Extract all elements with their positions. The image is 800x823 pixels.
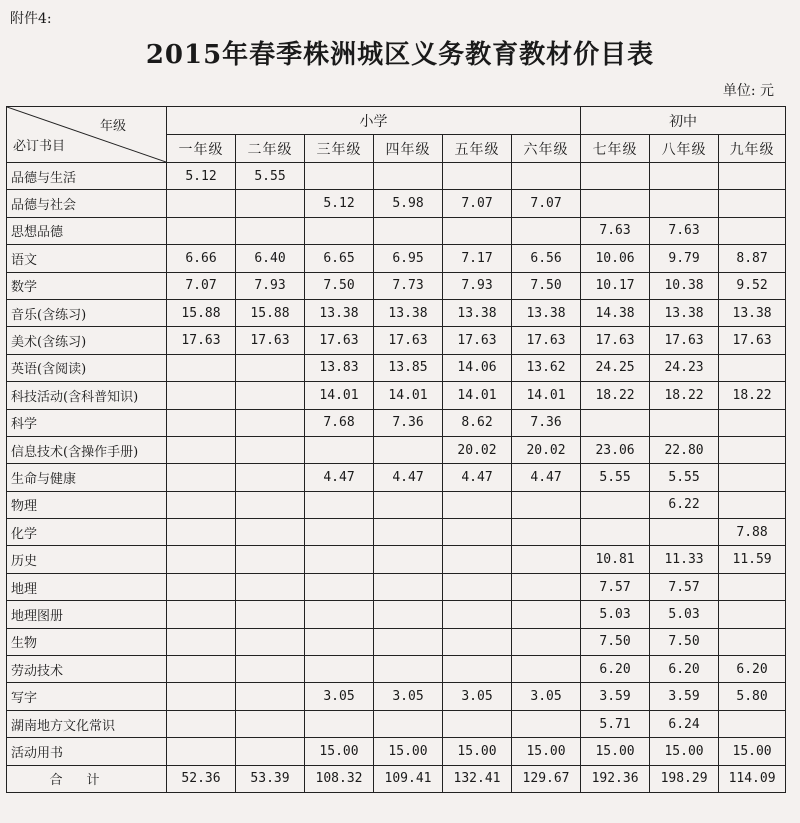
price-cell: 13.85 <box>374 354 443 381</box>
price-cell: 15.00 <box>650 738 719 765</box>
price-cell: 5.55 <box>650 464 719 491</box>
book-name: 音乐(含练习) <box>7 299 167 326</box>
price-cell <box>512 217 581 244</box>
price-cell <box>719 409 786 436</box>
price-cell <box>443 656 512 683</box>
price-cell <box>236 491 305 518</box>
price-cell <box>305 546 374 573</box>
price-cell <box>236 710 305 737</box>
price-cell <box>374 546 443 573</box>
price-cell: 7.63 <box>650 217 719 244</box>
price-cell: 6.65 <box>305 245 374 272</box>
price-cell <box>374 628 443 655</box>
total-label: 合计 <box>7 765 167 792</box>
price-cell <box>650 409 719 436</box>
price-cell <box>236 656 305 683</box>
price-cell: 11.59 <box>719 546 786 573</box>
price-cell: 18.22 <box>581 382 650 409</box>
price-cell <box>374 656 443 683</box>
price-cell <box>719 354 786 381</box>
table-row <box>7 382 786 409</box>
price-cell <box>167 436 236 463</box>
price-cell <box>512 491 581 518</box>
price-cell <box>374 573 443 600</box>
price-cell: 6.24 <box>650 710 719 737</box>
price-cell <box>581 491 650 518</box>
price-cell <box>581 409 650 436</box>
price-cell <box>236 519 305 546</box>
price-cell <box>512 546 581 573</box>
table-row <box>7 738 786 765</box>
price-cell <box>236 190 305 217</box>
price-cell: 10.38 <box>650 272 719 299</box>
price-cell: 7.93 <box>236 272 305 299</box>
price-cell <box>719 491 786 518</box>
book-name: 英语(含阅读) <box>7 354 167 381</box>
price-cell: 17.63 <box>167 327 236 354</box>
price-cell <box>719 601 786 628</box>
table-row <box>7 409 786 436</box>
price-cell: 10.81 <box>581 546 650 573</box>
price-cell <box>167 710 236 737</box>
grade-header: 六年级 <box>512 135 581 163</box>
unit-label: 单位: 元 <box>722 83 774 99</box>
price-cell: 14.01 <box>512 382 581 409</box>
price-cell: 20.02 <box>512 436 581 463</box>
price-cell: 24.23 <box>650 354 719 381</box>
price-cell: 7.07 <box>512 190 581 217</box>
price-cell: 9.79 <box>650 245 719 272</box>
table-row <box>7 656 786 683</box>
price-cell: 17.63 <box>305 327 374 354</box>
price-cell: 6.20 <box>719 656 786 683</box>
price-cell <box>443 163 512 190</box>
price-cell <box>236 464 305 491</box>
price-cell <box>374 491 443 518</box>
price-cell <box>305 163 374 190</box>
book-name: 劳动技术 <box>7 656 167 683</box>
price-cell: 13.38 <box>512 299 581 326</box>
price-cell: 6.40 <box>236 245 305 272</box>
price-cell: 7.57 <box>650 573 719 600</box>
price-cell <box>512 710 581 737</box>
price-cell: 15.00 <box>719 738 786 765</box>
price-cell <box>305 710 374 737</box>
price-cell: 3.59 <box>581 683 650 710</box>
price-cell: 7.50 <box>305 272 374 299</box>
price-cell <box>443 601 512 628</box>
grade-header: 一年级 <box>167 135 236 163</box>
price-cell: 7.68 <box>305 409 374 436</box>
price-cell: 5.03 <box>581 601 650 628</box>
book-name: 地理图册 <box>7 601 167 628</box>
book-name: 历史 <box>7 546 167 573</box>
price-cell: 15.00 <box>581 738 650 765</box>
book-name: 语文 <box>7 245 167 272</box>
price-cell: 9.52 <box>719 272 786 299</box>
price-cell: 18.22 <box>650 382 719 409</box>
price-cell: 3.05 <box>374 683 443 710</box>
table-row <box>7 710 786 737</box>
table-row <box>7 245 786 272</box>
grade-header: 七年级 <box>581 135 650 163</box>
price-cell <box>236 628 305 655</box>
price-cell: 7.07 <box>443 190 512 217</box>
book-name: 活动用书 <box>7 738 167 765</box>
total-price-cell: 129.67 <box>512 765 581 792</box>
price-cell: 23.06 <box>581 436 650 463</box>
price-cell: 10.06 <box>581 245 650 272</box>
price-cell: 17.63 <box>512 327 581 354</box>
price-cell: 7.88 <box>719 519 786 546</box>
grade-header: 四年级 <box>374 135 443 163</box>
price-cell: 6.66 <box>167 245 236 272</box>
price-cell: 3.05 <box>443 683 512 710</box>
price-cell: 14.06 <box>443 354 512 381</box>
price-cell: 6.20 <box>581 656 650 683</box>
price-cell <box>650 190 719 217</box>
table-row <box>7 519 786 546</box>
price-cell: 13.38 <box>650 299 719 326</box>
price-cell: 6.56 <box>512 245 581 272</box>
total-price-cell: 114.09 <box>719 765 786 792</box>
price-cell: 7.73 <box>374 272 443 299</box>
table-row <box>7 217 786 244</box>
price-cell: 14.38 <box>581 299 650 326</box>
price-cell <box>305 217 374 244</box>
price-cell: 15.88 <box>167 299 236 326</box>
grade-header: 九年级 <box>719 135 786 163</box>
price-cell <box>443 491 512 518</box>
price-cell <box>167 656 236 683</box>
table-row <box>7 601 786 628</box>
price-cell: 13.38 <box>443 299 512 326</box>
price-cell: 5.12 <box>167 163 236 190</box>
page-title: 2015年春季株洲城区义务教育教材价目表 <box>145 40 655 70</box>
price-cell: 15.00 <box>443 738 512 765</box>
price-cell <box>719 436 786 463</box>
price-cell: 8.62 <box>443 409 512 436</box>
price-cell: 17.63 <box>374 327 443 354</box>
price-cell: 3.05 <box>512 683 581 710</box>
price-cell <box>719 464 786 491</box>
book-name: 品德与生活 <box>7 163 167 190</box>
price-cell <box>512 628 581 655</box>
price-cell: 13.62 <box>512 354 581 381</box>
price-cell: 17.63 <box>443 327 512 354</box>
price-cell <box>167 464 236 491</box>
book-name: 科学 <box>7 409 167 436</box>
price-cell: 7.50 <box>581 628 650 655</box>
price-cell <box>443 217 512 244</box>
price-cell: 15.88 <box>236 299 305 326</box>
price-cell: 8.87 <box>719 245 786 272</box>
price-cell: 13.38 <box>719 299 786 326</box>
table-row <box>7 190 786 217</box>
table-row <box>7 299 786 326</box>
price-cell <box>443 546 512 573</box>
table-row <box>7 327 786 354</box>
price-cell <box>374 519 443 546</box>
price-cell <box>236 354 305 381</box>
price-cell: 7.63 <box>581 217 650 244</box>
price-cell: 17.63 <box>650 327 719 354</box>
price-cell: 7.07 <box>167 272 236 299</box>
price-cell <box>236 436 305 463</box>
price-table <box>6 106 786 793</box>
price-cell <box>719 573 786 600</box>
price-cell <box>236 573 305 600</box>
price-cell <box>443 519 512 546</box>
price-cell: 14.01 <box>443 382 512 409</box>
price-cell <box>374 436 443 463</box>
price-cell <box>581 163 650 190</box>
price-cell: 7.17 <box>443 245 512 272</box>
price-cell: 4.47 <box>443 464 512 491</box>
table-row <box>7 573 786 600</box>
price-cell <box>167 573 236 600</box>
price-cell <box>236 409 305 436</box>
price-cell <box>719 628 786 655</box>
book-name: 品德与社会 <box>7 190 167 217</box>
price-cell: 5.98 <box>374 190 443 217</box>
total-price-cell: 109.41 <box>374 765 443 792</box>
book-name: 化学 <box>7 519 167 546</box>
book-name: 写字 <box>7 683 167 710</box>
book-name: 生命与健康 <box>7 464 167 491</box>
price-cell <box>167 601 236 628</box>
total-price-cell: 132.41 <box>443 765 512 792</box>
price-cell <box>167 519 236 546</box>
table-row <box>7 491 786 518</box>
price-cell <box>374 217 443 244</box>
price-cell <box>236 683 305 710</box>
grade-header: 五年级 <box>443 135 512 163</box>
book-name: 湖南地方文化常识 <box>7 710 167 737</box>
price-cell: 7.50 <box>650 628 719 655</box>
price-cell <box>374 163 443 190</box>
price-cell <box>236 382 305 409</box>
price-cell: 3.05 <box>305 683 374 710</box>
price-cell <box>374 601 443 628</box>
price-cell <box>167 491 236 518</box>
diag-grade-label: 年级 <box>99 119 126 134</box>
price-cell <box>236 738 305 765</box>
price-cell: 22.80 <box>650 436 719 463</box>
price-cell <box>512 519 581 546</box>
table-row <box>7 272 786 299</box>
price-cell <box>167 683 236 710</box>
price-cell: 5.55 <box>236 163 305 190</box>
price-cell: 5.03 <box>650 601 719 628</box>
price-cell <box>719 710 786 737</box>
price-cell: 13.83 <box>305 354 374 381</box>
price-cell <box>443 710 512 737</box>
price-cell <box>581 519 650 546</box>
price-cell <box>236 217 305 244</box>
price-cell <box>167 738 236 765</box>
price-cell: 3.59 <box>650 683 719 710</box>
price-cell: 10.17 <box>581 272 650 299</box>
price-cell: 5.71 <box>581 710 650 737</box>
price-cell: 7.36 <box>512 409 581 436</box>
header-diagonal-cell <box>7 107 167 163</box>
price-cell: 18.22 <box>719 382 786 409</box>
table-row <box>7 354 786 381</box>
book-name: 地理 <box>7 573 167 600</box>
price-cell: 15.00 <box>512 738 581 765</box>
price-cell <box>374 710 443 737</box>
grade-header: 二年级 <box>236 135 305 163</box>
diag-book-label: 必订书目 <box>13 139 66 154</box>
price-cell <box>719 190 786 217</box>
book-name: 美术(含练习) <box>7 327 167 354</box>
attachment-label: 附件4: <box>10 11 52 27</box>
price-cell: 4.47 <box>305 464 374 491</box>
table-row <box>7 683 786 710</box>
price-cell <box>512 163 581 190</box>
price-cell: 6.20 <box>650 656 719 683</box>
price-cell <box>719 163 786 190</box>
table-row <box>7 163 786 190</box>
table-row <box>7 436 786 463</box>
table-row <box>7 464 786 491</box>
price-cell: 20.02 <box>443 436 512 463</box>
price-cell <box>236 601 305 628</box>
price-cell <box>305 601 374 628</box>
price-cell <box>167 217 236 244</box>
price-cell <box>305 628 374 655</box>
price-cell: 6.95 <box>374 245 443 272</box>
book-name: 生物 <box>7 628 167 655</box>
price-cell: 5.55 <box>581 464 650 491</box>
total-row <box>7 765 786 792</box>
table-row <box>7 628 786 655</box>
price-cell: 5.80 <box>719 683 786 710</box>
grade-header: 三年级 <box>305 135 374 163</box>
price-cell <box>443 628 512 655</box>
price-cell <box>305 573 374 600</box>
price-cell <box>167 546 236 573</box>
price-cell: 7.93 <box>443 272 512 299</box>
price-cell: 14.01 <box>305 382 374 409</box>
price-cell <box>305 491 374 518</box>
price-cell <box>512 601 581 628</box>
price-cell <box>167 354 236 381</box>
price-cell: 7.57 <box>581 573 650 600</box>
price-cell: 17.63 <box>236 327 305 354</box>
price-cell: 7.36 <box>374 409 443 436</box>
price-cell <box>650 519 719 546</box>
price-cell: 13.38 <box>374 299 443 326</box>
group-junior: 初中 <box>581 107 786 135</box>
book-name: 科技活动(含科普知识) <box>7 382 167 409</box>
price-cell: 15.00 <box>374 738 443 765</box>
grade-header: 八年级 <box>650 135 719 163</box>
book-name: 数学 <box>7 272 167 299</box>
price-cell: 5.12 <box>305 190 374 217</box>
price-cell: 7.50 <box>512 272 581 299</box>
price-cell: 14.01 <box>374 382 443 409</box>
table-row <box>7 546 786 573</box>
price-cell <box>236 546 305 573</box>
price-cell <box>305 436 374 463</box>
price-cell <box>581 190 650 217</box>
price-cell <box>167 628 236 655</box>
price-cell: 17.63 <box>719 327 786 354</box>
total-price-cell: 52.36 <box>167 765 236 792</box>
price-cell <box>305 656 374 683</box>
price-cell <box>167 382 236 409</box>
book-name: 信息技术(含操作手册) <box>7 436 167 463</box>
price-cell: 4.47 <box>512 464 581 491</box>
price-cell <box>719 217 786 244</box>
price-cell <box>650 163 719 190</box>
book-name: 思想品德 <box>7 217 167 244</box>
group-primary: 小学 <box>167 107 581 135</box>
price-cell <box>512 656 581 683</box>
total-price-cell: 53.39 <box>236 765 305 792</box>
total-price-cell: 108.32 <box>305 765 374 792</box>
price-cell <box>167 409 236 436</box>
price-cell: 11.33 <box>650 546 719 573</box>
price-cell: 24.25 <box>581 354 650 381</box>
price-cell <box>305 519 374 546</box>
price-cell: 6.22 <box>650 491 719 518</box>
price-cell: 13.38 <box>305 299 374 326</box>
book-name: 物理 <box>7 491 167 518</box>
price-cell: 17.63 <box>581 327 650 354</box>
total-price-cell: 198.29 <box>650 765 719 792</box>
price-cell <box>512 573 581 600</box>
price-cell: 4.47 <box>374 464 443 491</box>
price-cell <box>443 573 512 600</box>
total-price-cell: 192.36 <box>581 765 650 792</box>
price-cell: 15.00 <box>305 738 374 765</box>
price-cell <box>167 190 236 217</box>
